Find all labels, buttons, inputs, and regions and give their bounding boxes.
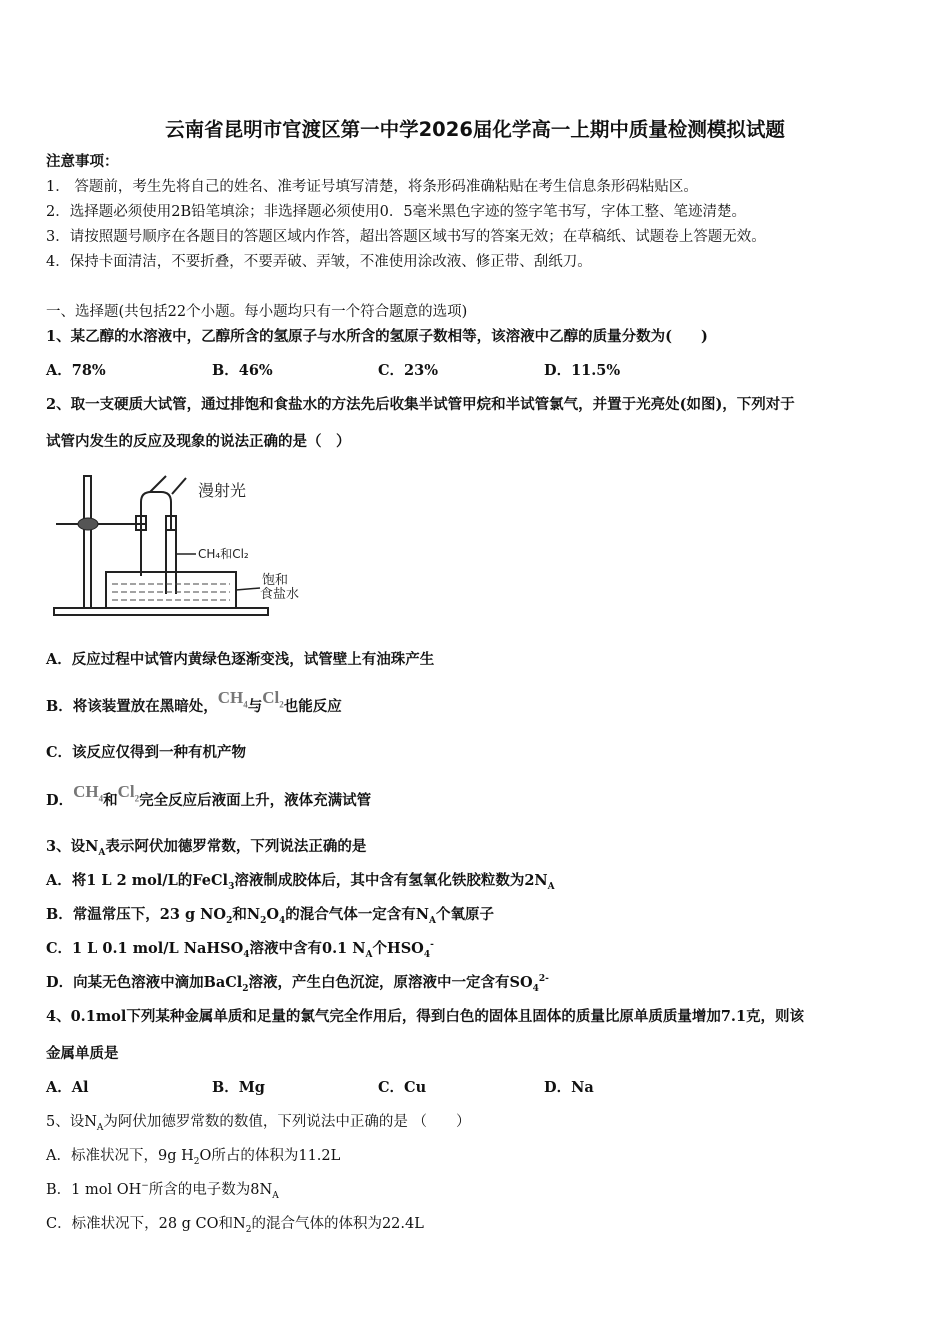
q4-option-a: A．Al — [46, 1079, 89, 1096]
formula-ch4: $CH_4$ — [217, 688, 248, 710]
q2-option-d-and: 和 — [103, 792, 118, 809]
q1-stem: 1、某乙醇的水溶液中，乙醇所含的氢原子与水所含的氢原子数相等，该溶液中乙醇的质量分数为( ) — [46, 328, 708, 345]
formula-cl2-d: $Cl_2$ — [117, 782, 140, 804]
q2-option-c: C．该反应仅得到一种有机产物 — [46, 744, 247, 761]
notes-heading: 注意事项： — [46, 153, 119, 170]
label-saturated: 饱和 — [262, 573, 289, 588]
q3-option-c: C．1 L 0.1 mol/L NaHSO$_4$溶液中含有0.1 $N_A$个$HSO_4^-$ — [46, 940, 434, 960]
label-brine: 食盐水 — [260, 587, 300, 602]
q3-option-d: D．向某无色溶液中滴加BaCl$_2$溶液，产生白色沉淀，原溶液中一定含有$SO_4^{2-}$ — [46, 974, 549, 994]
notes-item-1: 1． 答题前，考生先将自己的姓名、准考证号填写清楚，将条形码准确粘贴在考生信息条形码粘贴区。 — [46, 179, 698, 195]
q4-option-d: D．Na — [544, 1079, 594, 1096]
page-title: 云南省昆明市官渡区第一中学2026届化学高一上期中质量检测模拟试题 — [165, 118, 785, 141]
q2-stem-line2: 试管内发生的反应及现象的说法正确的是（ ） — [46, 433, 351, 450]
label-gases: CH₄和Cl₂ — [198, 547, 249, 561]
q2-option-b-end: 也能反应 — [283, 698, 342, 715]
section-heading: 一、选择题(共包括22个小题。每小题均只有一个符合题意的选项) — [46, 304, 468, 320]
q2-option-b-and: 与 — [247, 698, 263, 715]
formula-ch4-d: $CH_4$ — [73, 782, 104, 804]
q5-option-c: C．标准状况下，28 g CO和$N_2$的混合气体的体积为22.4L — [46, 1216, 424, 1235]
q2-option-d — [46, 782, 372, 811]
formula-cl2: $Cl_2$ — [262, 688, 284, 710]
q4-options — [46, 1078, 710, 1098]
q1-options — [46, 361, 710, 381]
notes-item-4: 4．保持卡面清洁，不要折叠，不要弄破、弄皱，不准使用涂改液、修正带、刮纸刀。 — [46, 254, 592, 270]
q1-option-c: C．23% — [378, 362, 438, 379]
q1-option-b: B．46% — [212, 362, 273, 379]
apparatus-drawing — [46, 472, 346, 620]
q4-stem-line2: 金属单质是 — [46, 1045, 119, 1062]
q2-option-b — [46, 688, 342, 717]
q4-option-b: B．Mg — [212, 1079, 265, 1096]
q1-option-a: A．78% — [46, 362, 106, 379]
q2-option-a: A．反应过程中试管内黄绿色逐渐变浅，试管壁上有油珠产生 — [46, 651, 435, 668]
q5-stem: 5、设$N_A$为阿伏加德罗常数的数值，下列说法中正确的是 （ ） — [46, 1114, 471, 1133]
q3-stem: 3、设$N_A$表示阿伏加德罗常数，下列说法正确的是 — [46, 838, 367, 858]
q4-stem-line1: 4、0.1mol下列某种金属单质和足量的氯气完全作用后，得到白色的固体且固体的质量比原单质质量增加7.1克，则该 — [46, 1008, 805, 1025]
q2-option-d-end: 完全反应后液面上升，液体充满试管 — [139, 792, 372, 809]
q2-option-d-text: D． — [46, 792, 74, 809]
q5-option-a: A．标准状况下，9g $H_2O$所占的体积为11.2L — [46, 1148, 341, 1167]
notes-item-2: 2．选择题必须使用2B铅笔填涂；非选择题必须使用0．5毫米黑色字迹的签字笔书写，字体工整、笔迹清楚。 — [46, 204, 747, 220]
q1-option-d: D．11.5% — [544, 362, 621, 379]
label-diffuse-light: 漫射光 — [198, 481, 247, 500]
q3-option-a: A．将1 L 2 mol/L的FeCl$_3$溶液制成胶体后，其中含有氢氧化铁胶粒数为$2N_A$ — [46, 872, 555, 892]
q2-stem-line1: 2、取一支硬质大试管，通过排饱和食盐水的方法先后收集半试管甲烷和半试管氯气，并置于光亮处(如图)，下列对于 — [46, 396, 795, 413]
notes-item-3: 3．请按照题号顺序在各题目的答题区域内作答，超出答题区域书写的答案无效；在草稿纸、试题卷上答题无效。 — [46, 229, 766, 245]
q2-option-b-text: B．将该装置放在黑暗处， — [46, 698, 218, 715]
q4-option-c: C．Cu — [378, 1079, 427, 1096]
q2-apparatus-figure — [46, 472, 346, 620]
q3-option-b: B．常温常压下，23 g $NO_2$和$N_2O_4$的混合气体一定含有$N_A$个氧原子 — [46, 906, 495, 926]
q5-option-b: B．1 mol OH−所含的电子数为$8N_A$ — [46, 1181, 279, 1201]
